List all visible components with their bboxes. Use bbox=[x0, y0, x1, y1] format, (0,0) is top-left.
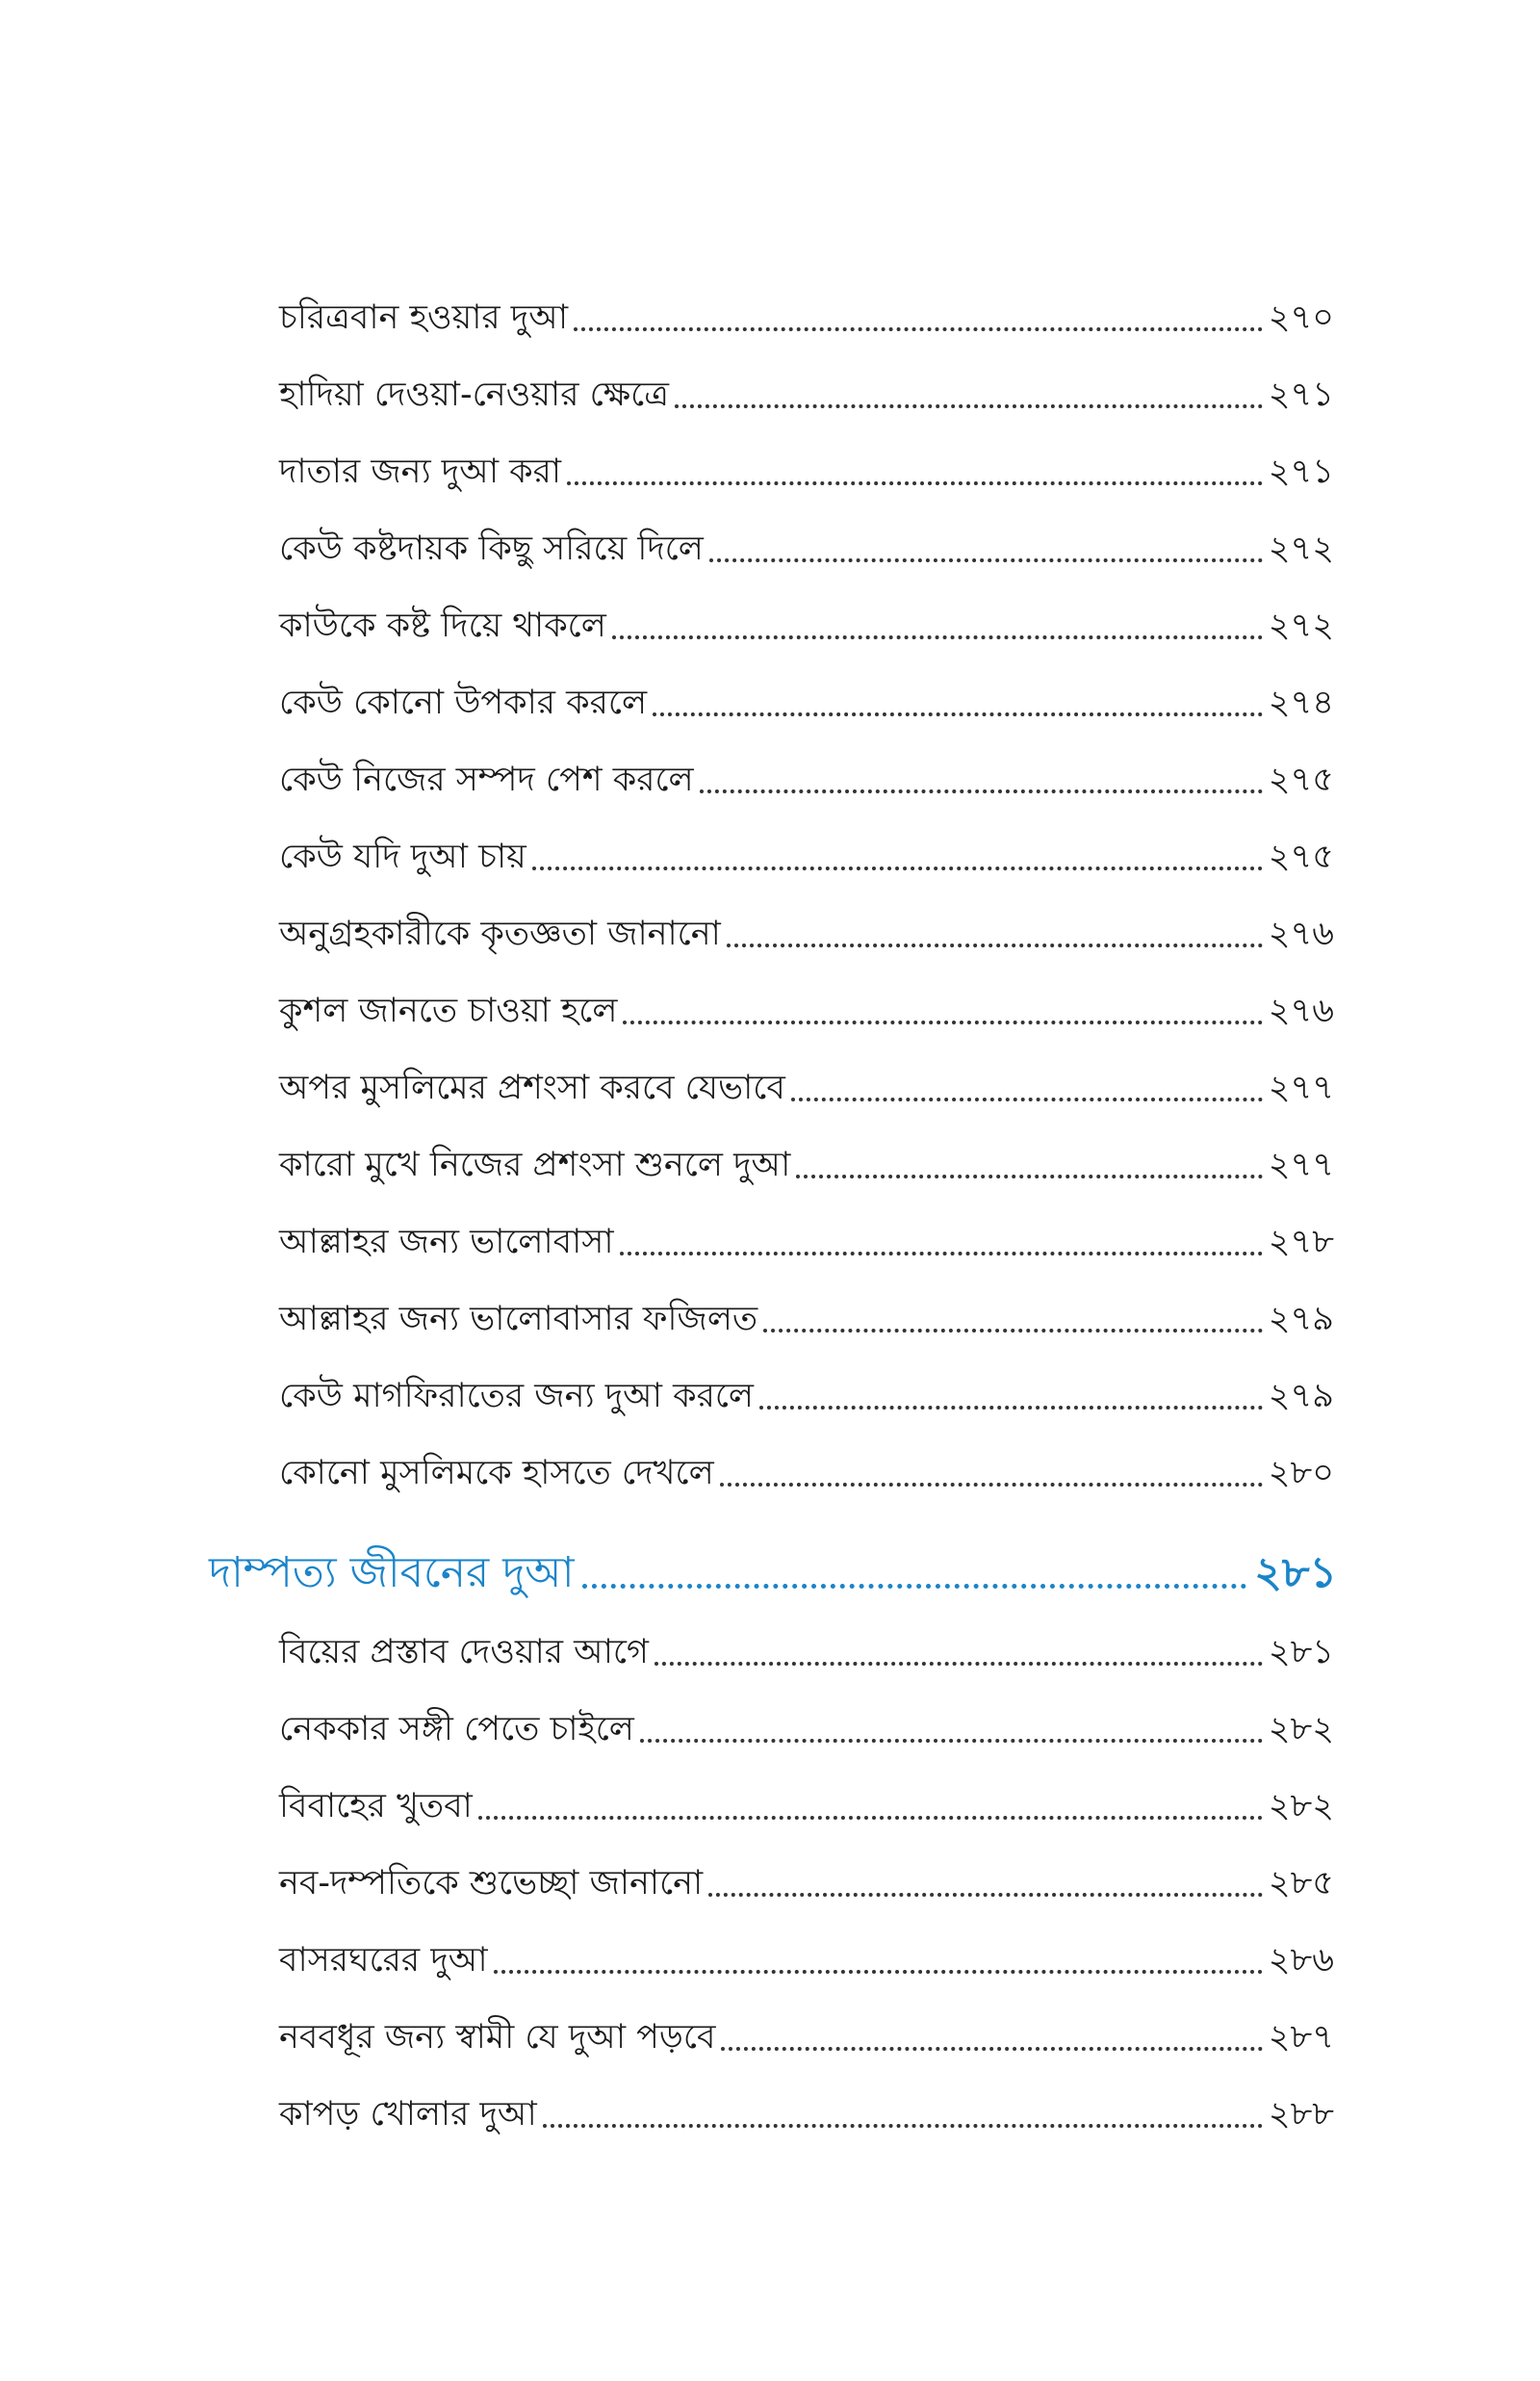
dot-leader bbox=[567, 481, 1263, 485]
toc-entry-page: ২৭১ bbox=[1268, 453, 1334, 491]
toc-entry bbox=[279, 1196, 1334, 1259]
dot-leader bbox=[653, 712, 1263, 716]
toc-entry-page: ২৭৫ bbox=[1268, 761, 1334, 799]
section-page: ২৮১ bbox=[1254, 1548, 1337, 1597]
toc-entry-page: ২৮২ bbox=[1268, 1787, 1334, 1825]
toc-entry bbox=[279, 1683, 1334, 1747]
dot-leader bbox=[640, 1739, 1263, 1743]
toc-entry-page: ২৭৬ bbox=[1268, 992, 1334, 1030]
toc-entry-page: ২৭২ bbox=[1268, 607, 1334, 645]
toc-entry-page: ২৭২ bbox=[1268, 530, 1334, 568]
toc-entry bbox=[279, 426, 1334, 489]
toc-entry bbox=[279, 734, 1334, 797]
dot-leader bbox=[708, 1893, 1263, 1897]
toc-entry bbox=[279, 580, 1334, 643]
dot-leader bbox=[654, 1662, 1263, 1666]
toc-entry bbox=[279, 1042, 1334, 1105]
dot-leader bbox=[796, 1175, 1262, 1178]
dot-leader bbox=[721, 2047, 1262, 2051]
toc-entry-title: কোনো মুসলিমকে হাসতে দেখলে bbox=[279, 1454, 714, 1492]
toc-entry-page: ২৭৮ bbox=[1268, 1223, 1334, 1261]
toc-entry bbox=[279, 1273, 1334, 1336]
toc-entry-title: বাসরঘরের দুআ bbox=[279, 1941, 488, 1980]
section-title: দাম্পত্য জীবনের দুআ bbox=[209, 1548, 575, 1597]
dot-leader bbox=[791, 1098, 1263, 1101]
toc-entry-page: ২৭৭ bbox=[1268, 1069, 1334, 1107]
toc-entry bbox=[279, 965, 1334, 1028]
toc-entry-title: কেউ নিজের সম্পদ পেশ করলে bbox=[279, 761, 694, 799]
dot-leader bbox=[675, 404, 1263, 408]
toc-entry bbox=[279, 1350, 1334, 1413]
toc-entry-page: ২৮৫ bbox=[1268, 1864, 1334, 1902]
dot-leader bbox=[709, 558, 1263, 562]
toc-entry-page: ২৭১ bbox=[1268, 375, 1334, 414]
dot-leader bbox=[582, 1584, 1247, 1589]
toc-entry-page: ২৮০ bbox=[1268, 1454, 1334, 1492]
toc-entry-title: আল্লাহর জন্য ভালোবাসার ফজিলত bbox=[279, 1300, 758, 1338]
toc-entry bbox=[279, 2068, 1334, 2132]
dot-leader bbox=[623, 1021, 1262, 1024]
toc-entry-title: বিবাহের খুতবা bbox=[279, 1787, 473, 1825]
toc-entry-title: বিয়ের প্রস্তাব দেওয়ার আগে bbox=[279, 1633, 649, 1671]
toc-entry bbox=[279, 811, 1334, 874]
toc-entry bbox=[279, 1991, 1334, 2055]
dot-leader bbox=[574, 327, 1263, 331]
toc-entry bbox=[279, 1760, 1334, 1824]
toc-entry-title: কাপড় খোলার দুআ bbox=[279, 2095, 537, 2134]
dot-leader bbox=[620, 1252, 1263, 1255]
toc-entry-title: কেউ মাগফিরাতের জন্য দুআ করলে bbox=[279, 1377, 754, 1415]
toc-entry bbox=[279, 657, 1334, 720]
toc-entry-title: কেউ যদি দুআ চায় bbox=[279, 838, 526, 876]
toc-entry-title: কারো মুখে নিজের প্রশংসা শুনলে দুআ bbox=[279, 1146, 791, 1184]
toc-entry bbox=[279, 888, 1334, 951]
toc-entry-page: ২৮১ bbox=[1268, 1633, 1334, 1671]
toc-entry-page: ২৭৫ bbox=[1268, 838, 1334, 876]
toc-entry-page: ২৭০ bbox=[1268, 298, 1334, 337]
toc-entry-title: নব-দম্পতিকে শুভেচ্ছা জানানো bbox=[279, 1864, 704, 1902]
toc-entry-title: নববধূর জন্য স্বামী যে দুআ পড়বে bbox=[279, 2018, 716, 2057]
toc-entry bbox=[279, 1119, 1334, 1182]
toc-entry-title: কেউ কষ্টদায়ক কিছু সরিয়ে দিলে bbox=[279, 530, 704, 568]
toc-entry-title: অনুগ্রহকারীকে কৃতজ্ঞতা জানানো bbox=[279, 915, 721, 953]
toc-entry-page: ২৭৭ bbox=[1268, 1146, 1334, 1184]
dot-leader bbox=[763, 1329, 1263, 1333]
dot-leader bbox=[720, 1483, 1263, 1487]
dot-leader bbox=[612, 635, 1263, 639]
toc-entry bbox=[279, 503, 1334, 566]
toc-entry bbox=[279, 1427, 1334, 1490]
toc-entry-title: কেউ কোনো উপকার করলে bbox=[279, 684, 648, 722]
dot-leader bbox=[532, 867, 1263, 870]
toc-entry bbox=[279, 1914, 1334, 1978]
toc-entry-page: ২৭৪ bbox=[1268, 684, 1334, 722]
toc-entry-page: ২৭৯ bbox=[1268, 1377, 1334, 1415]
toc-entry-title: চরিত্রবান হওয়ার দুআ bbox=[279, 298, 569, 337]
toc-entry-title: নেককার সঙ্গী পেতে চাইলে bbox=[279, 1710, 634, 1748]
toc-section-heading bbox=[209, 1517, 1337, 1597]
toc-entry-page: ২৮৮ bbox=[1268, 2095, 1334, 2134]
toc-entry-page: ২৮৬ bbox=[1268, 1941, 1334, 1980]
dot-leader bbox=[478, 1816, 1263, 1820]
toc-entry-title: কাউকে কষ্ট দিয়ে থাকলে bbox=[279, 607, 606, 645]
dot-leader bbox=[727, 944, 1263, 947]
toc-entry-title: আল্লাহর জন্য ভালোবাসা bbox=[279, 1223, 614, 1261]
toc-entry bbox=[279, 1837, 1334, 1901]
toc-entry-page: ২৭৯ bbox=[1268, 1300, 1334, 1338]
toc-entry bbox=[279, 1606, 1334, 1669]
toc-entry-page: ২৭৬ bbox=[1268, 915, 1334, 953]
toc-entry-title: কুশল জানতে চাওয়া হলে bbox=[279, 992, 618, 1030]
toc-entry-title: হাদিয়া দেওয়া-নেওয়ার ক্ষেত্রে bbox=[279, 375, 669, 414]
toc-entry-page: ২৮২ bbox=[1268, 1710, 1334, 1748]
toc-entry-title: অপর মুসলিমের প্রশংসা করবে যেভাবে bbox=[279, 1069, 785, 1107]
toc-entry-page: ২৮৭ bbox=[1268, 2018, 1334, 2057]
toc-entry bbox=[279, 349, 1334, 412]
toc-entry-title: দাতার জন্য দুআ করা bbox=[279, 453, 562, 491]
dot-leader bbox=[700, 789, 1263, 793]
toc-entry bbox=[279, 272, 1334, 335]
dot-leader bbox=[494, 1970, 1263, 1974]
dot-leader bbox=[543, 2124, 1263, 2128]
dot-leader bbox=[759, 1406, 1263, 1410]
